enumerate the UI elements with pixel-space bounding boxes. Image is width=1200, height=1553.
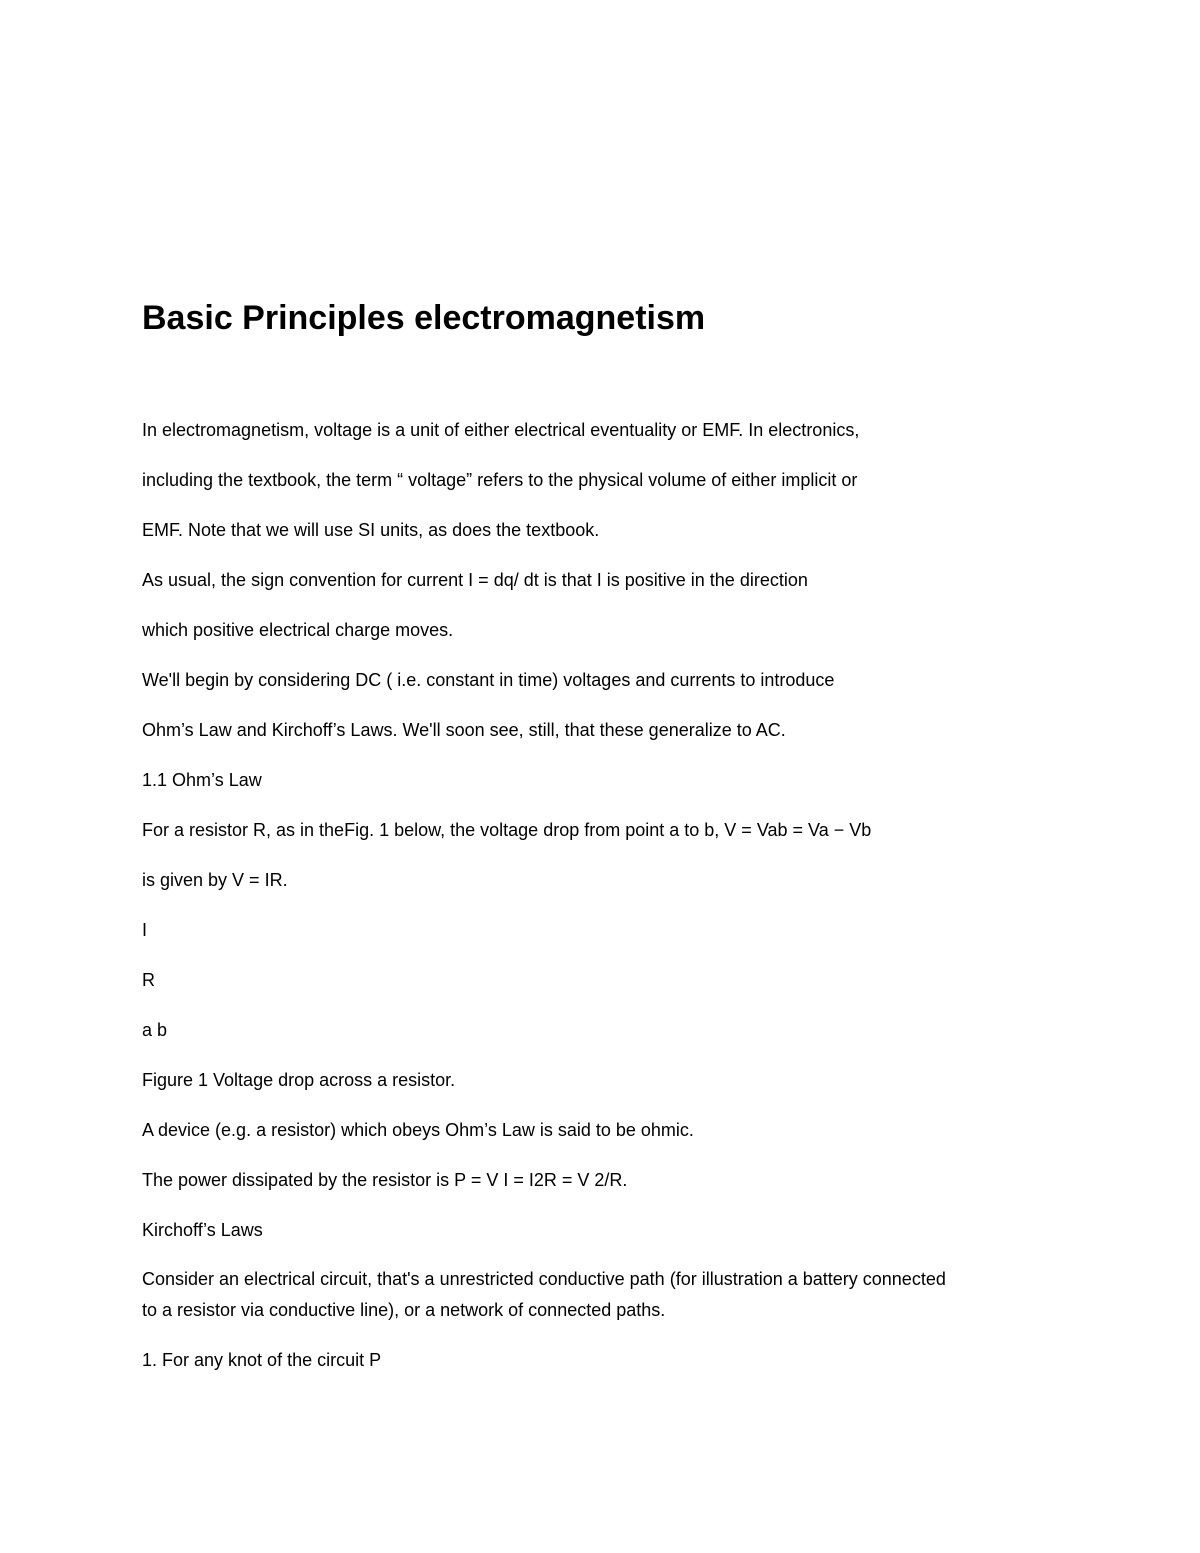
paragraph-line: A device (e.g. a resistor) which obeys Ohm’s Law is said to be ohmic.: [142, 1120, 694, 1140]
paragraph-line: Ohm’s Law and Kirchoff’s Laws. We'll soon see, still, that these generalize to AC.: [142, 720, 786, 740]
section-heading: 1.1 Ohm’s Law: [142, 770, 262, 790]
paragraph-line: As usual, the sign convention for current I = dq/ dt is that I is positive in the direction: [142, 570, 808, 590]
paragraph-line: Consider an electrical circuit, that's a unrestricted conductive path (for illustration a battery connected: [142, 1269, 946, 1289]
figure-label-points: a b: [142, 1020, 168, 1040]
paragraph-line: which positive electrical charge moves.: [142, 620, 454, 640]
paragraph-line: For a resistor R, as in theFig. 1 below, the voltage drop from point a to b, V = Vab = Va − Vb: [142, 820, 872, 840]
figure-label-resistor: R: [142, 970, 155, 990]
list-item: 1. For any knot of the circuit P: [142, 1350, 382, 1370]
figure-caption: Figure 1 Voltage drop across a resistor.: [142, 1070, 456, 1090]
paragraph-line: In electromagnetism, voltage is a unit of either electrical eventuality or EMF. In electronics,: [142, 420, 860, 440]
paragraph-line: We'll begin by considering DC ( i.e. constant in time) voltages and currents to introduce: [142, 670, 835, 690]
paragraph-line: to a resistor via conductive line), or a network of connected paths.: [142, 1300, 666, 1320]
document-title: Basic Principles electromagnetism: [142, 299, 706, 337]
paragraph-line: EMF. Note that we will use SI units, as does the textbook.: [142, 520, 600, 540]
section-heading: Kirchoff’s Laws: [142, 1220, 263, 1240]
paragraph-line: The power dissipated by the resistor is P = V I = I2R = V 2/R.: [142, 1170, 628, 1190]
figure-label-current: I: [142, 920, 148, 940]
paragraph-line: including the textbook, the term “ voltage” refers to the physical volume of either implicit or: [142, 470, 858, 490]
paragraph-line: is given by V = IR.: [142, 870, 288, 890]
